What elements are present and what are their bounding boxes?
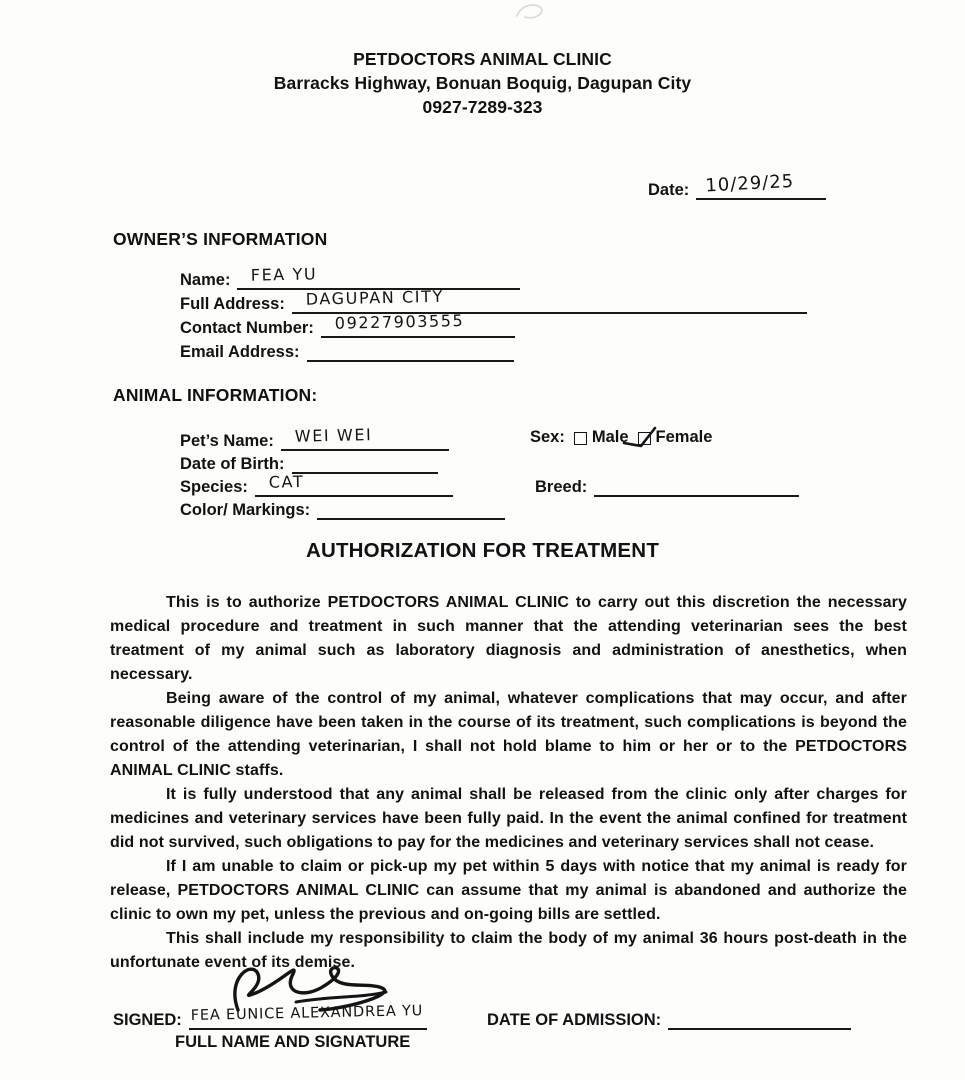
pet-name-label: Pet’s Name: [180,432,274,450]
pet-name-handwritten-value: WEI WEI [294,425,373,446]
owner-section-title: OWNER’S INFORMATION [113,229,328,249]
date-field-row [648,170,826,200]
pencil-scribble-mark [505,0,565,30]
signed-input-line[interactable] [189,1003,427,1030]
sex-field-group [530,427,712,447]
owner-email-row [180,338,514,362]
owner-email-input-line[interactable] [307,338,514,362]
female-checkmark-icon [622,424,662,452]
authorization-paragraph-2: Being aware of the control of my animal, whatever complications that may occur, and after reasonable diligence have been taken in the course of its treatment, such complications is beyond the control of the attending veterinarian, I shall not hold blame to him or her or to the PETDOCTORS ANIMAL CLINIC staffs. [110,690,907,779]
animal-section-title: ANIMAL INFORMATION: [113,385,318,405]
admission-input-line[interactable] [668,1006,851,1030]
pet-name-input-line[interactable] [281,427,449,451]
authorization-paragraph-4: If I am unable to claim or pick-up my pet within 5 days with notice that my animal is ready for release, PETDOCTORS ANIMAL CLINIC can assume that my animal is abandoned and authorize the clinic to own my pet, unless the previous and on-going bills are settled. [110,858,907,923]
breed-row [535,473,799,497]
male-checkbox[interactable] [574,432,587,445]
owner-name-handwritten-value: FEA YU [251,264,318,285]
color-markings-label: Color/ Markings: [180,501,311,519]
clinic-name: PETDOCTORS ANIMAL CLINIC [353,49,612,69]
species-row [180,473,453,497]
owner-email-label: Email Address: [180,343,300,361]
owner-contact-label: Contact Number: [180,319,314,337]
breed-label: Breed: [535,478,588,496]
admission-label: DATE OF ADMISSION: [487,1011,662,1029]
owner-contact-input-line[interactable] [321,310,515,338]
color-markings-row [180,496,505,520]
species-label: Species: [180,478,248,496]
pet-name-row [180,427,449,451]
owner-address-row [180,286,807,314]
authorization-body [110,591,907,975]
species-handwritten-value: CAT [268,471,305,492]
admission-row [487,1006,851,1030]
signed-caption: FULL NAME AND SIGNATURE [175,1033,411,1051]
color-markings-input-line[interactable] [317,496,505,520]
dob-label: Date of Birth: [180,455,285,473]
male-label: Male [591,428,629,446]
clinic-address: Barracks Highway, Bonuan Boquig, Dagupan City [273,73,692,93]
owner-address-input-line[interactable] [292,286,807,314]
female-checkbox[interactable] [638,432,651,445]
authorization-title: AUTHORIZATION FOR TREATMENT [305,539,660,562]
date-input-line[interactable] [696,170,826,200]
owner-contact-handwritten-value: 09227903555 [334,310,465,333]
authorization-paragraph-5: This shall include my responsibility to claim the body of my animal 36 hours post-death in the unfortunate event of its demise. [110,930,907,971]
owner-name-row [180,266,520,290]
dob-input-line[interactable] [292,450,438,474]
sex-label: Sex: [530,428,565,446]
female-label: Female [655,428,713,446]
owner-address-handwritten-value: DAGUPAN CITY [305,286,444,309]
signed-label: SIGNED: [113,1011,182,1029]
clinic-phone: 0927-7289-323 [422,97,543,117]
breed-input-line[interactable] [594,473,799,497]
signed-row [113,1003,427,1030]
authorization-paragraph-3: It is fully understood that any animal shall be released from the clinic only after charges for medicines and veterinary services have been fully paid. In the event the animal confined for treatment did not survived, such obligations to pay for the medicines and veterinary services shall not cease. [110,786,907,851]
owner-name-label: Name: [180,271,231,289]
clinic-header [0,47,965,119]
owner-address-label: Full Address: [180,295,285,313]
authorization-paragraph-1: This is to authorize PETDOCTORS ANIMAL CLINIC to carry out this discretion the necessary medical procedure and treatment in such manner that the attending veterinarian sees the best treatment of my animal such as laboratory diagnosis and administration of anesthetics, when necessary. [110,594,907,683]
date-handwritten-value: 10/29/25 [705,170,795,197]
dob-row [180,450,438,474]
species-input-line[interactable] [255,473,453,497]
owner-contact-row [180,310,515,338]
owner-name-input-line[interactable] [237,266,520,290]
signed-handwritten-value: FEA EUNICE ALEXANDREA YU [190,1003,424,1024]
date-label: Date: [648,181,690,199]
